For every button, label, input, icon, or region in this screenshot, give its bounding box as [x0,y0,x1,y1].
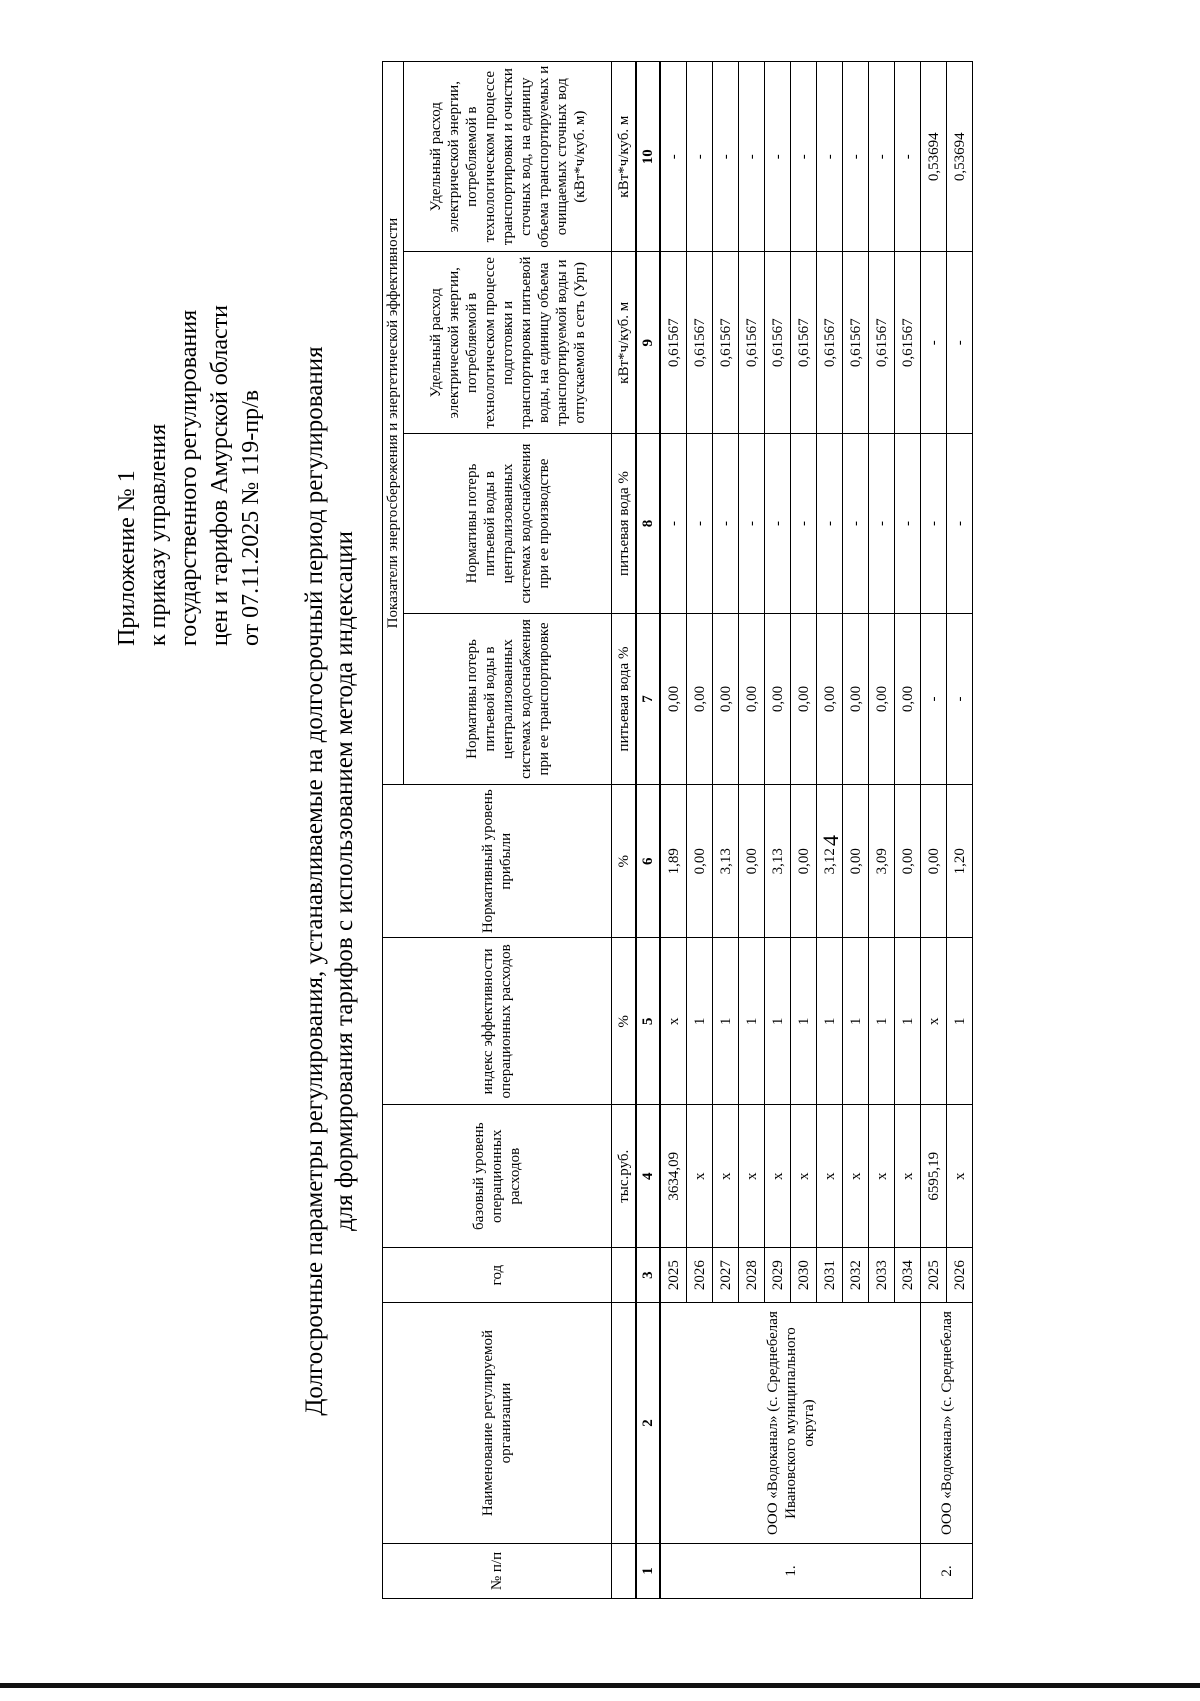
table-cell: 0,00 [895,613,921,784]
table-cell: 0,61567 [765,252,791,434]
table-cell: 0,00 [687,785,713,938]
table-cell: 0,00 [765,613,791,784]
table-cell: 1,89 [660,785,687,938]
table-cell: 0,00 [869,613,895,784]
table-cell: 0,00 [791,613,817,784]
table-cell: 0,53694 [947,62,973,252]
table-cell: - [817,434,843,614]
table-cell: - [765,62,791,252]
unit-cell [612,1544,637,1599]
table-cell: 0,61567 [660,252,687,434]
table-cell: 1 [687,938,713,1105]
col-number: 9 [636,252,660,434]
unit-cell: кВт*ч/куб. м [612,252,637,434]
parameters-table [382,61,973,1599]
table-cell: 1 [947,938,973,1105]
table-cell: 0,61567 [869,252,895,434]
table-cell: 0,61567 [739,252,765,434]
table-cell: 2025 [660,1248,687,1303]
table-cell: 2031 [817,1248,843,1303]
table-cell: 0,00 [817,613,843,784]
table-cell: 0,00 [687,613,713,784]
table-cell: 3634,09 [660,1105,687,1248]
table-cell: 1 [843,938,869,1105]
unit-cell: кВт*ч/куб. м [612,62,637,252]
approval-line: к приказу управления [145,423,171,646]
table-cell: х [687,1105,713,1248]
approval-line: от 07.11.2025 № 119-пр/в [238,389,264,646]
table-cell: - [843,434,869,614]
table-cell: 0,00 [895,785,921,938]
table-cell: - [660,434,687,614]
header-loss-production: Нормативы потерь питьевой воды в централизованных системах водоснабжения при ее производстве [404,434,612,614]
col-number: 7 [636,613,660,784]
org-name: ООО «Водоканал» (с. Среднебелая Ивановского муниципального округа) [660,1303,921,1544]
table-cell: - [687,434,713,614]
table-cell: - [895,62,921,252]
approval-line: государственного регулирования [176,309,202,646]
table-cell: 2029 [765,1248,791,1303]
org-number: 2. [921,1544,973,1599]
table-cell: 0,61567 [791,252,817,434]
col-number: 2 [636,1303,660,1544]
header-base-opex: базовый уровень операционных расходов [383,1105,612,1248]
table-cell: 0,61567 [713,252,739,434]
table-cell: 2027 [713,1248,739,1303]
table-cell: 1 [869,938,895,1105]
table-cell: х [739,1105,765,1248]
table-cell: 0,61567 [895,252,921,434]
table-cell: 2032 [843,1248,869,1303]
table-cell: 3,09 [869,785,895,938]
table-cell: 0,61567 [687,252,713,434]
table-cell: 2033 [869,1248,895,1303]
table-cell: - [765,434,791,614]
unit-cell: % [612,785,637,938]
header-org: Наименование регулируемой организации [383,1303,612,1544]
table-cell: - [843,62,869,252]
org2-rows [921,62,973,1599]
table-cell: 0,61567 [817,252,843,434]
table-cell: - [947,613,973,784]
table-cell: х [843,1105,869,1248]
table-cell: 0,00 [791,785,817,938]
unit-cell: питьевая вода % [612,434,637,614]
table-cell: - [817,62,843,252]
table-cell: 0,00 [739,613,765,784]
table-cell: 2025 [921,1248,947,1303]
org-number: 1. [660,1544,921,1599]
table-cell: х [921,938,947,1105]
table-cell: 1 [739,938,765,1105]
table-cell: - [739,434,765,614]
header-elec-waste: Удельный расход электрической энергии, потребляемой в технологическом процессе транспортировки и очистки сточных вод, на единицу объема транспортируемых и очищаемых сточных вод (кВт*ч/куб. м) [404,62,612,252]
table-cell: 2034 [895,1248,921,1303]
table-cell: х [791,1105,817,1248]
title-line: для формирования тарифов с использованием метода индексации [331,530,358,1232]
table-cell: х [895,1105,921,1248]
table-cell: - [947,434,973,614]
title-line: Долгосрочные параметры регулирования, устанавливаемые на долгосрочный период регулирования [301,346,328,1416]
header-elec-water: Удельный расход электрической энергии, потребляемой в технологическом процессе подготовки и транспортировки питьевой воды, на единицу объема транспортируемой воды и отпускаемой в сеть (Урп) [404,252,612,434]
table-cell: 1 [895,938,921,1105]
table-cell: 0,00 [921,785,947,938]
unit-cell: тыс.руб. [612,1105,637,1248]
table-cell: 0,00 [713,613,739,784]
table-cell: 1 [765,938,791,1105]
col-number: 3 [636,1248,660,1303]
table-cell: - [660,62,687,252]
col-number: 4 [636,1105,660,1248]
table-cell: - [869,434,895,614]
unit-cell [612,1303,637,1544]
table-cell: х [817,1105,843,1248]
col-number: 5 [636,938,660,1105]
table-cell: 3,12 [817,785,843,938]
table-cell: х [765,1105,791,1248]
table-row [660,62,687,1599]
approval-block [112,166,267,646]
table-cell: 0,00 [843,613,869,784]
document-title [300,251,360,1511]
col-number: 10 [636,62,660,252]
unit-cell: % [612,938,637,1105]
table-cell: 0,53694 [921,62,947,252]
col-number: 6 [636,785,660,938]
approval-line: Приложение № 1 [114,470,140,646]
table-cell: 0,00 [660,613,687,784]
unit-cell [612,1248,637,1303]
org-name: ООО «Водоканал» (с. Среднебелая [921,1303,973,1544]
header-loss-transport: Нормативы потерь питьевой воды в централизованных системах водоснабжения при ее транспортировке [404,613,612,784]
table-row [921,62,947,1599]
table-cell: - [947,252,973,434]
table-cell: - [895,434,921,614]
table-cell: 3,13 [713,785,739,938]
header-efficiency-index: индекс эффективности операционных расходов [383,938,612,1105]
table-cell: 1 [713,938,739,1105]
org1-rows [660,62,921,1599]
table-cell: - [713,62,739,252]
table-cell: х [713,1105,739,1248]
table-cell: 0,61567 [843,252,869,434]
table-cell: 1,20 [947,785,973,938]
header-profit: Нормативный уровень прибыли [383,785,612,938]
table-cell: - [869,62,895,252]
table-cell: х [660,938,687,1105]
table-cell: 2026 [947,1248,973,1303]
table-cell: - [921,434,947,614]
table-cell: - [921,252,947,434]
header-year: год [383,1248,612,1303]
header-energy-group: Показатели энергосбережения и энергетической эффективности [383,62,404,785]
table-cell: 3,13 [765,785,791,938]
table-cell: 0,00 [739,785,765,938]
header-num: № п/п [383,1544,612,1599]
table-cell: 1 [817,938,843,1105]
table-cell: - [739,62,765,252]
col-number: 1 [636,1544,660,1599]
table-cell: - [921,613,947,784]
table-cell: 1 [791,938,817,1105]
page-number: 4 [818,835,843,846]
table-cell: 2028 [739,1248,765,1303]
table-cell: 6595,19 [921,1105,947,1248]
approval-line: цен и тарифов Амурской области [207,304,233,646]
table-cell: - [713,434,739,614]
table-cell: х [869,1105,895,1248]
col-number: 8 [636,434,660,614]
table-cell: 2030 [791,1248,817,1303]
table-cell: - [791,62,817,252]
table-cell: - [687,62,713,252]
unit-cell: питьевая вода % [612,613,637,784]
table-cell: - [791,434,817,614]
table-cell: 2026 [687,1248,713,1303]
table-cell: 0,00 [843,785,869,938]
table-cell: х [947,1105,973,1248]
